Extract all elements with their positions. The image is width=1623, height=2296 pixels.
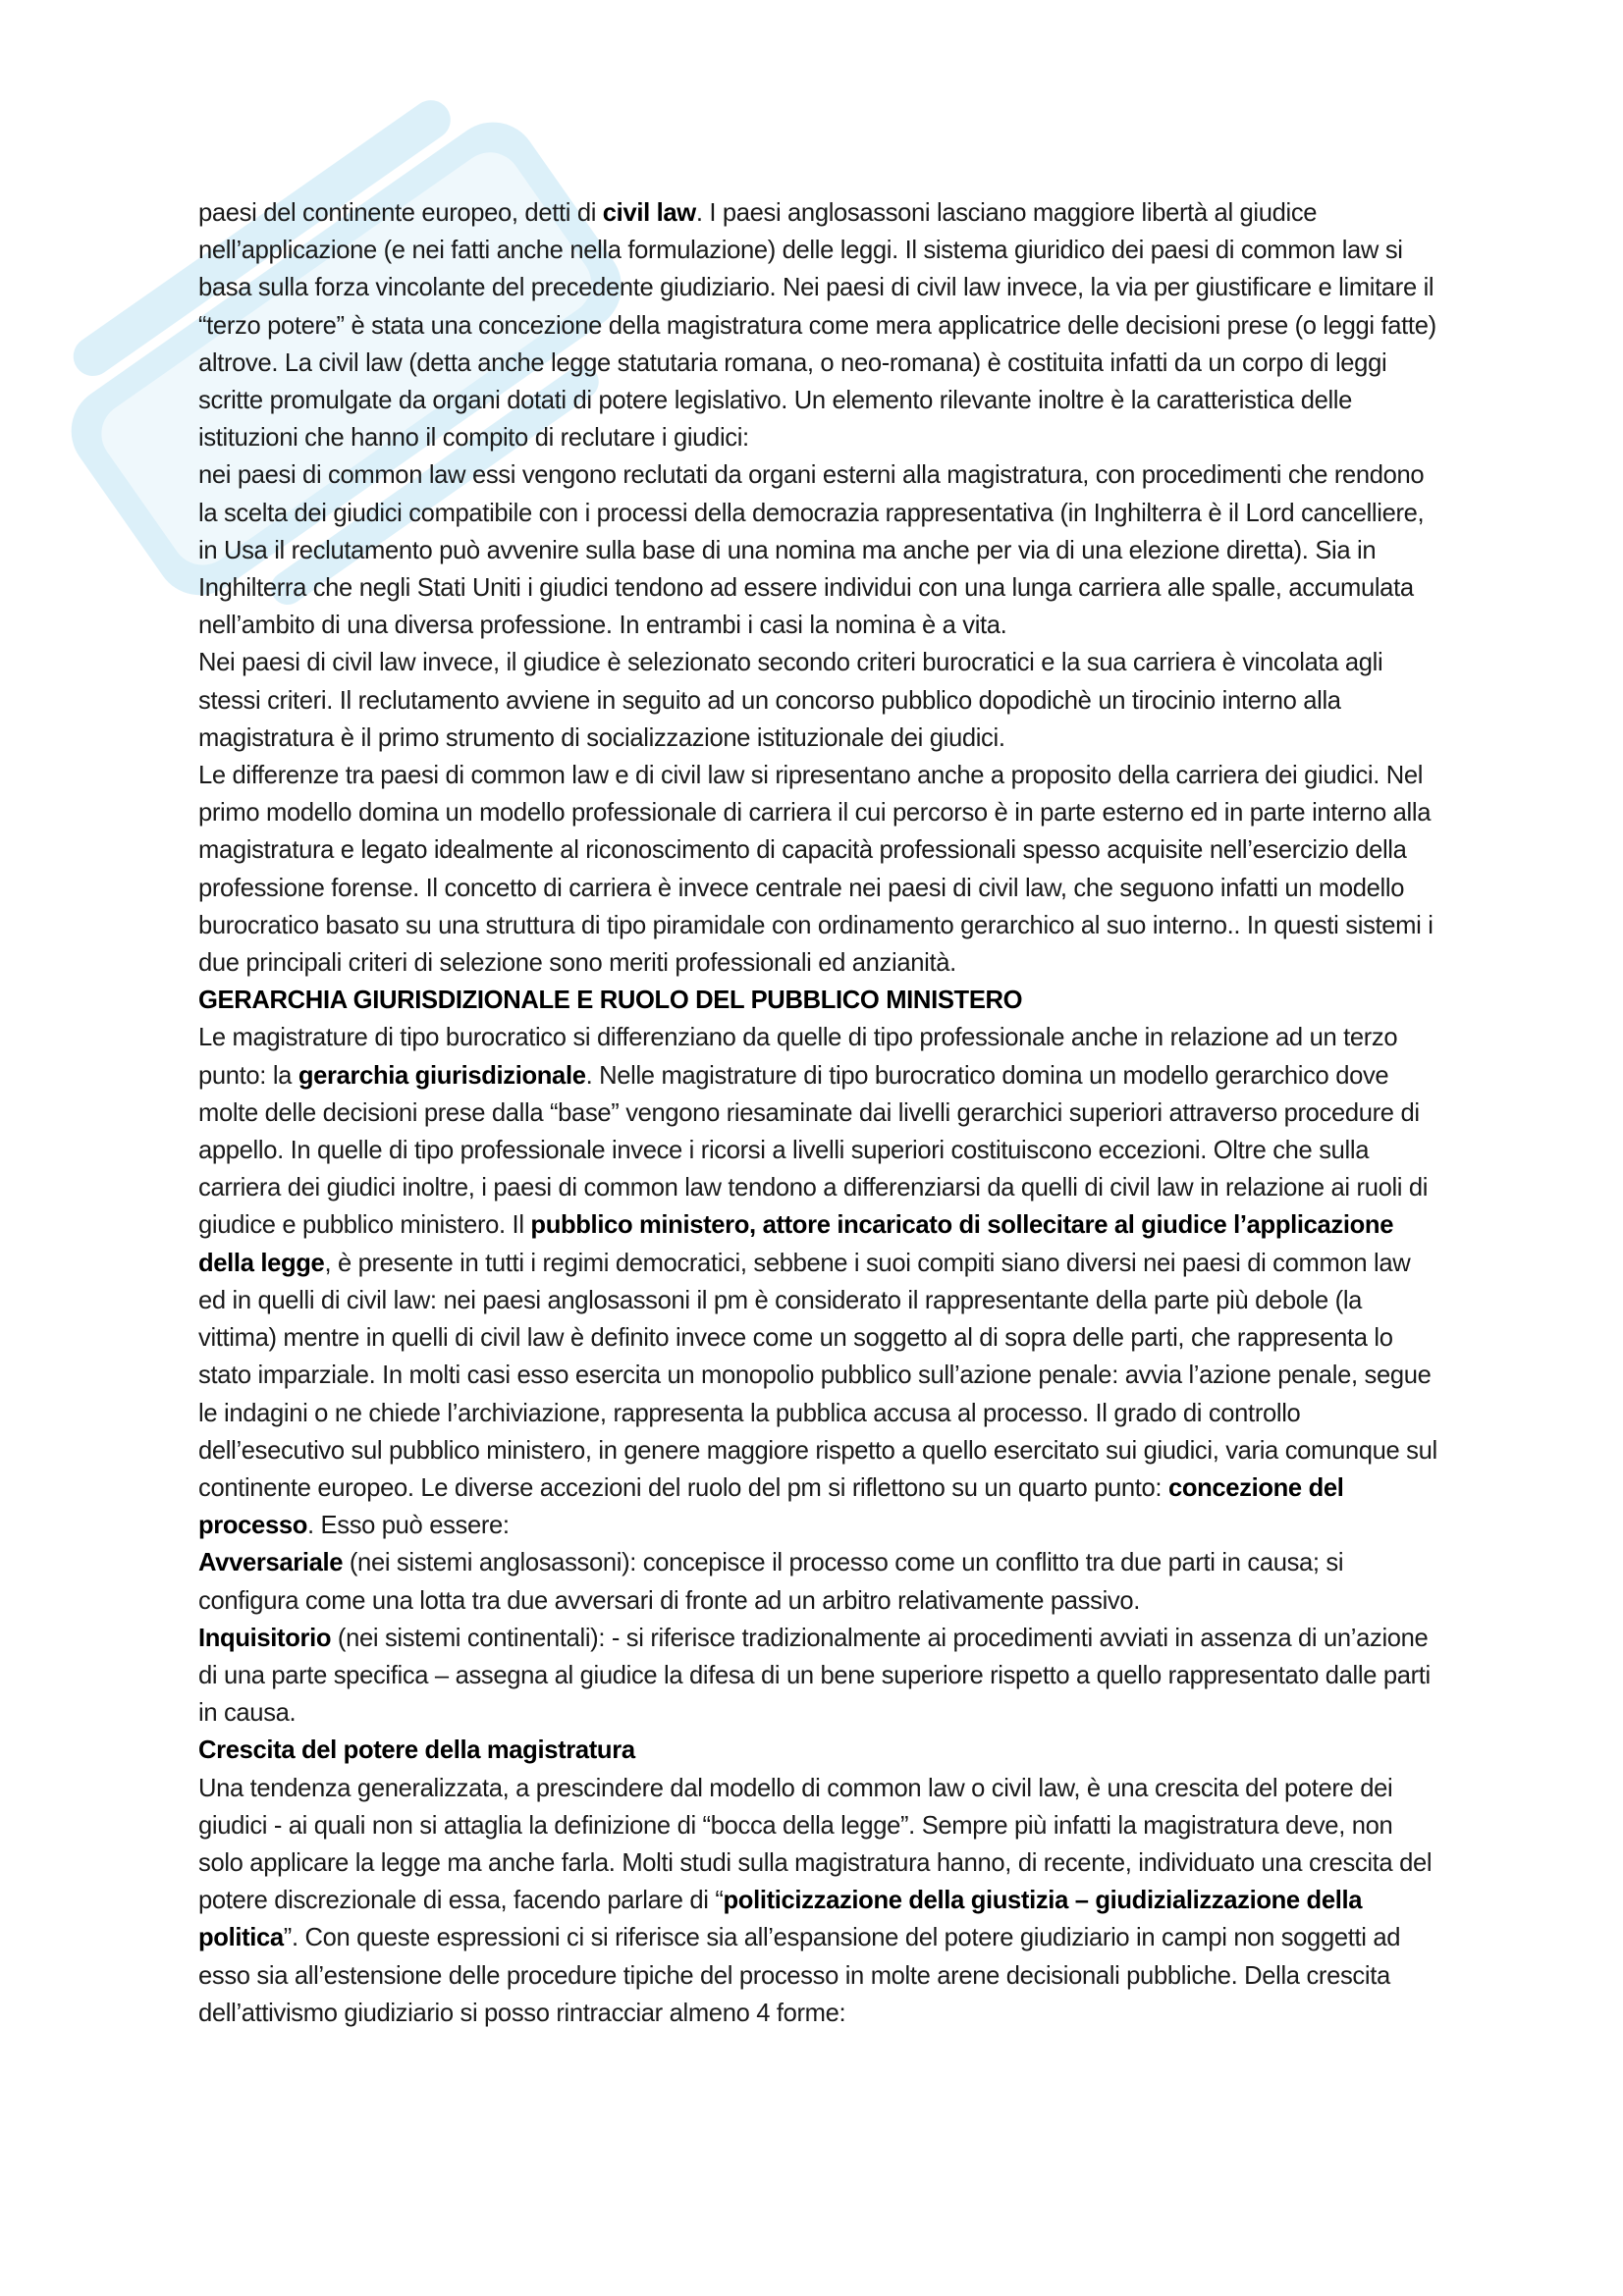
definition-avversariale: Avversariale (nei sistemi anglosassoni): concepisce il processo come un conflitto tra due parti in causa; si configura come una lotta tra due avversari di fronte ad un arbitro relativamente passivo. <box>198 1549 1344 1615</box>
section-heading: Crescita del potere della magistratura <box>198 1736 635 1765</box>
paragraph: paesi del continente europeo, detti di civil law. I paesi anglosassoni lasciano maggiore libertà al giudice nell’applicazione (e nei fatti anche nella formulazione) delle leggi. Il sistema giuridico dei paesi di common law si basa sulla forza vincolante del precedente giudiziario. Nei paesi di civil law invece, la via per giustificare e limitare il “terzo potere” è stata una concezione della magistratura come mera applicatrice delle decisioni prese (o leggi fatte) altrove. La civil law (detta anche legge statutaria romana, o neo-romana) è costituita infatti da un corpo di leggi scritte promulgate da organi dotati di potere legislativo. Un elemento rilevante inoltre è la caratteristica delle istituzioni che hanno il compito di reclutare i giudici: <box>198 199 1436 453</box>
paragraph: Una tendenza generalizzata, a prescindere dal modello di common law o civil law, è una crescita del potere dei giudici - ai quali non si attaglia la definizione di “bocca della legge”. Sempre più infatti la magistratura deve, non solo applicare la legge ma anche farla. Molti studi sulla magistratura hanno, di recente, individuato una crescita del potere discrezionale di essa, facendo parlare di “politicizzazione della giustizia – giudizializzazione della politica”. Con queste espressioni ci si riferisce sia all’espansione del potere giudiziario in campi non soggetti ad esso sia all’estensione delle procedure tipiche del processo in molte arene decisionali pubbliche. Della crescita dell’attivismo giudiziario si posso rintracciar almeno 4 forme: <box>198 1774 1433 2027</box>
document-body <box>198 194 1437 2032</box>
paragraph: Le magistrature di tipo burocratico si differenziano da quelle di tipo professionale anche in relazione ad un terzo punto: la gerarchia giurisdizionale. Nelle magistrature di tipo burocratico domina un modello gerarchico dove molte delle decisioni prese dalla “base” vengono riesaminate dai livelli gerarchici superiori attraverso procedure di appello. In quelle di tipo professionale invece i ricorsi a livelli superiori costituiscono eccezioni. Oltre che sulla carriera dei giudici inoltre, i paesi di common law tendono a differenziarsi da quelli di civil law in relazione ai ruoli di giudice e pubblico ministero. Il pubblico ministero, attore incaricato di sollecitare al giudice l’applicazione della legge, è presente in tutti i regimi democratici, sebbene i suoi compiti siano diversi nei paesi di common law ed in quelli di civil law: nei paesi anglosassoni il pm è considerato il rappresentante della parte più debole (la vittima) mentre in quelli di civil law è definito invece come un soggetto al di sopra delle parti, che rappresenta lo stato imparziale. In molti casi esso esercita un monopolio pubblico sull’azione penale: avvia l’azione penale, segue le indagini o ne chiede l’archiviazione, rappresenta la pubblica accusa al processo. Il grado di controllo dell’esecutivo sul pubblico ministero, in genere maggiore rispetto a quello esercitato sui giudici, varia comunque sul continente europeo. Le diverse accezioni del ruolo del pm si riflettono su un quarto punto: concezione del processo. Esso può essere: <box>198 1024 1437 1540</box>
paragraph: Nei paesi di civil law invece, il giudice è selezionato secondo criteri burocratici e la sua carriera è vincolata agli stessi criteri. Il reclutamento avviene in seguito ad un concorso pubblico dopodichè un tirocinio interno alla magistratura è il primo strumento di socializzazione istituzionale dei giudici. <box>198 649 1383 752</box>
section-heading: GERARCHIA GIURISDIZIONALE E RUOLO DEL PUBBLICO MINISTERO <box>198 987 1023 1015</box>
paragraph: Le differenze tra paesi di common law e di civil law si ripresentano anche a proposito della carriera dei giudici. Nel primo modello domina un modello professionale di carriera il cui percorso è in parte esterno ed in parte interno alla magistratura e legato idealmente al riconoscimento di capacità professionali spesso acquisite nell’esercizio della professione forense. Il concetto di carriera è invece centrale nei paesi di civil law, che seguono infatti un modello burocratico basato su una struttura di tipo piramidale con ordinamento gerarchico al suo interno.. In questi sistemi i due principali criteri di selezione sono meriti professionali ed anzianità. <box>198 762 1434 978</box>
paragraph: nei paesi di common law essi vengono reclutati da organi esterni alla magistratura, con procedimenti che rendono la scelta dei giudici compatibile con i processi della democrazia rappresentativa (in Inghilterra è il Lord cancelliere, in Usa il reclutamento può avvenire sulla base di una nomina ma anche per via di una elezione diretta). Sia in Inghilterra che negli Stati Uniti i giudici tendono ad essere individui con una lunga carriera alle spalle, accumulata nell’ambito di una diversa professione. In entrambi i casi la nomina è a vita. <box>198 461 1425 640</box>
definition-inquisitorio: Inquisitorio (nei sistemi continentali): - si riferisce tradizionalmente ai procedimenti avviati in assenza di un’azione di una parte specifica – assegna al giudice la difesa di un bene superiore rispetto a quello rappresentato dalle parti in causa. <box>198 1624 1431 1728</box>
